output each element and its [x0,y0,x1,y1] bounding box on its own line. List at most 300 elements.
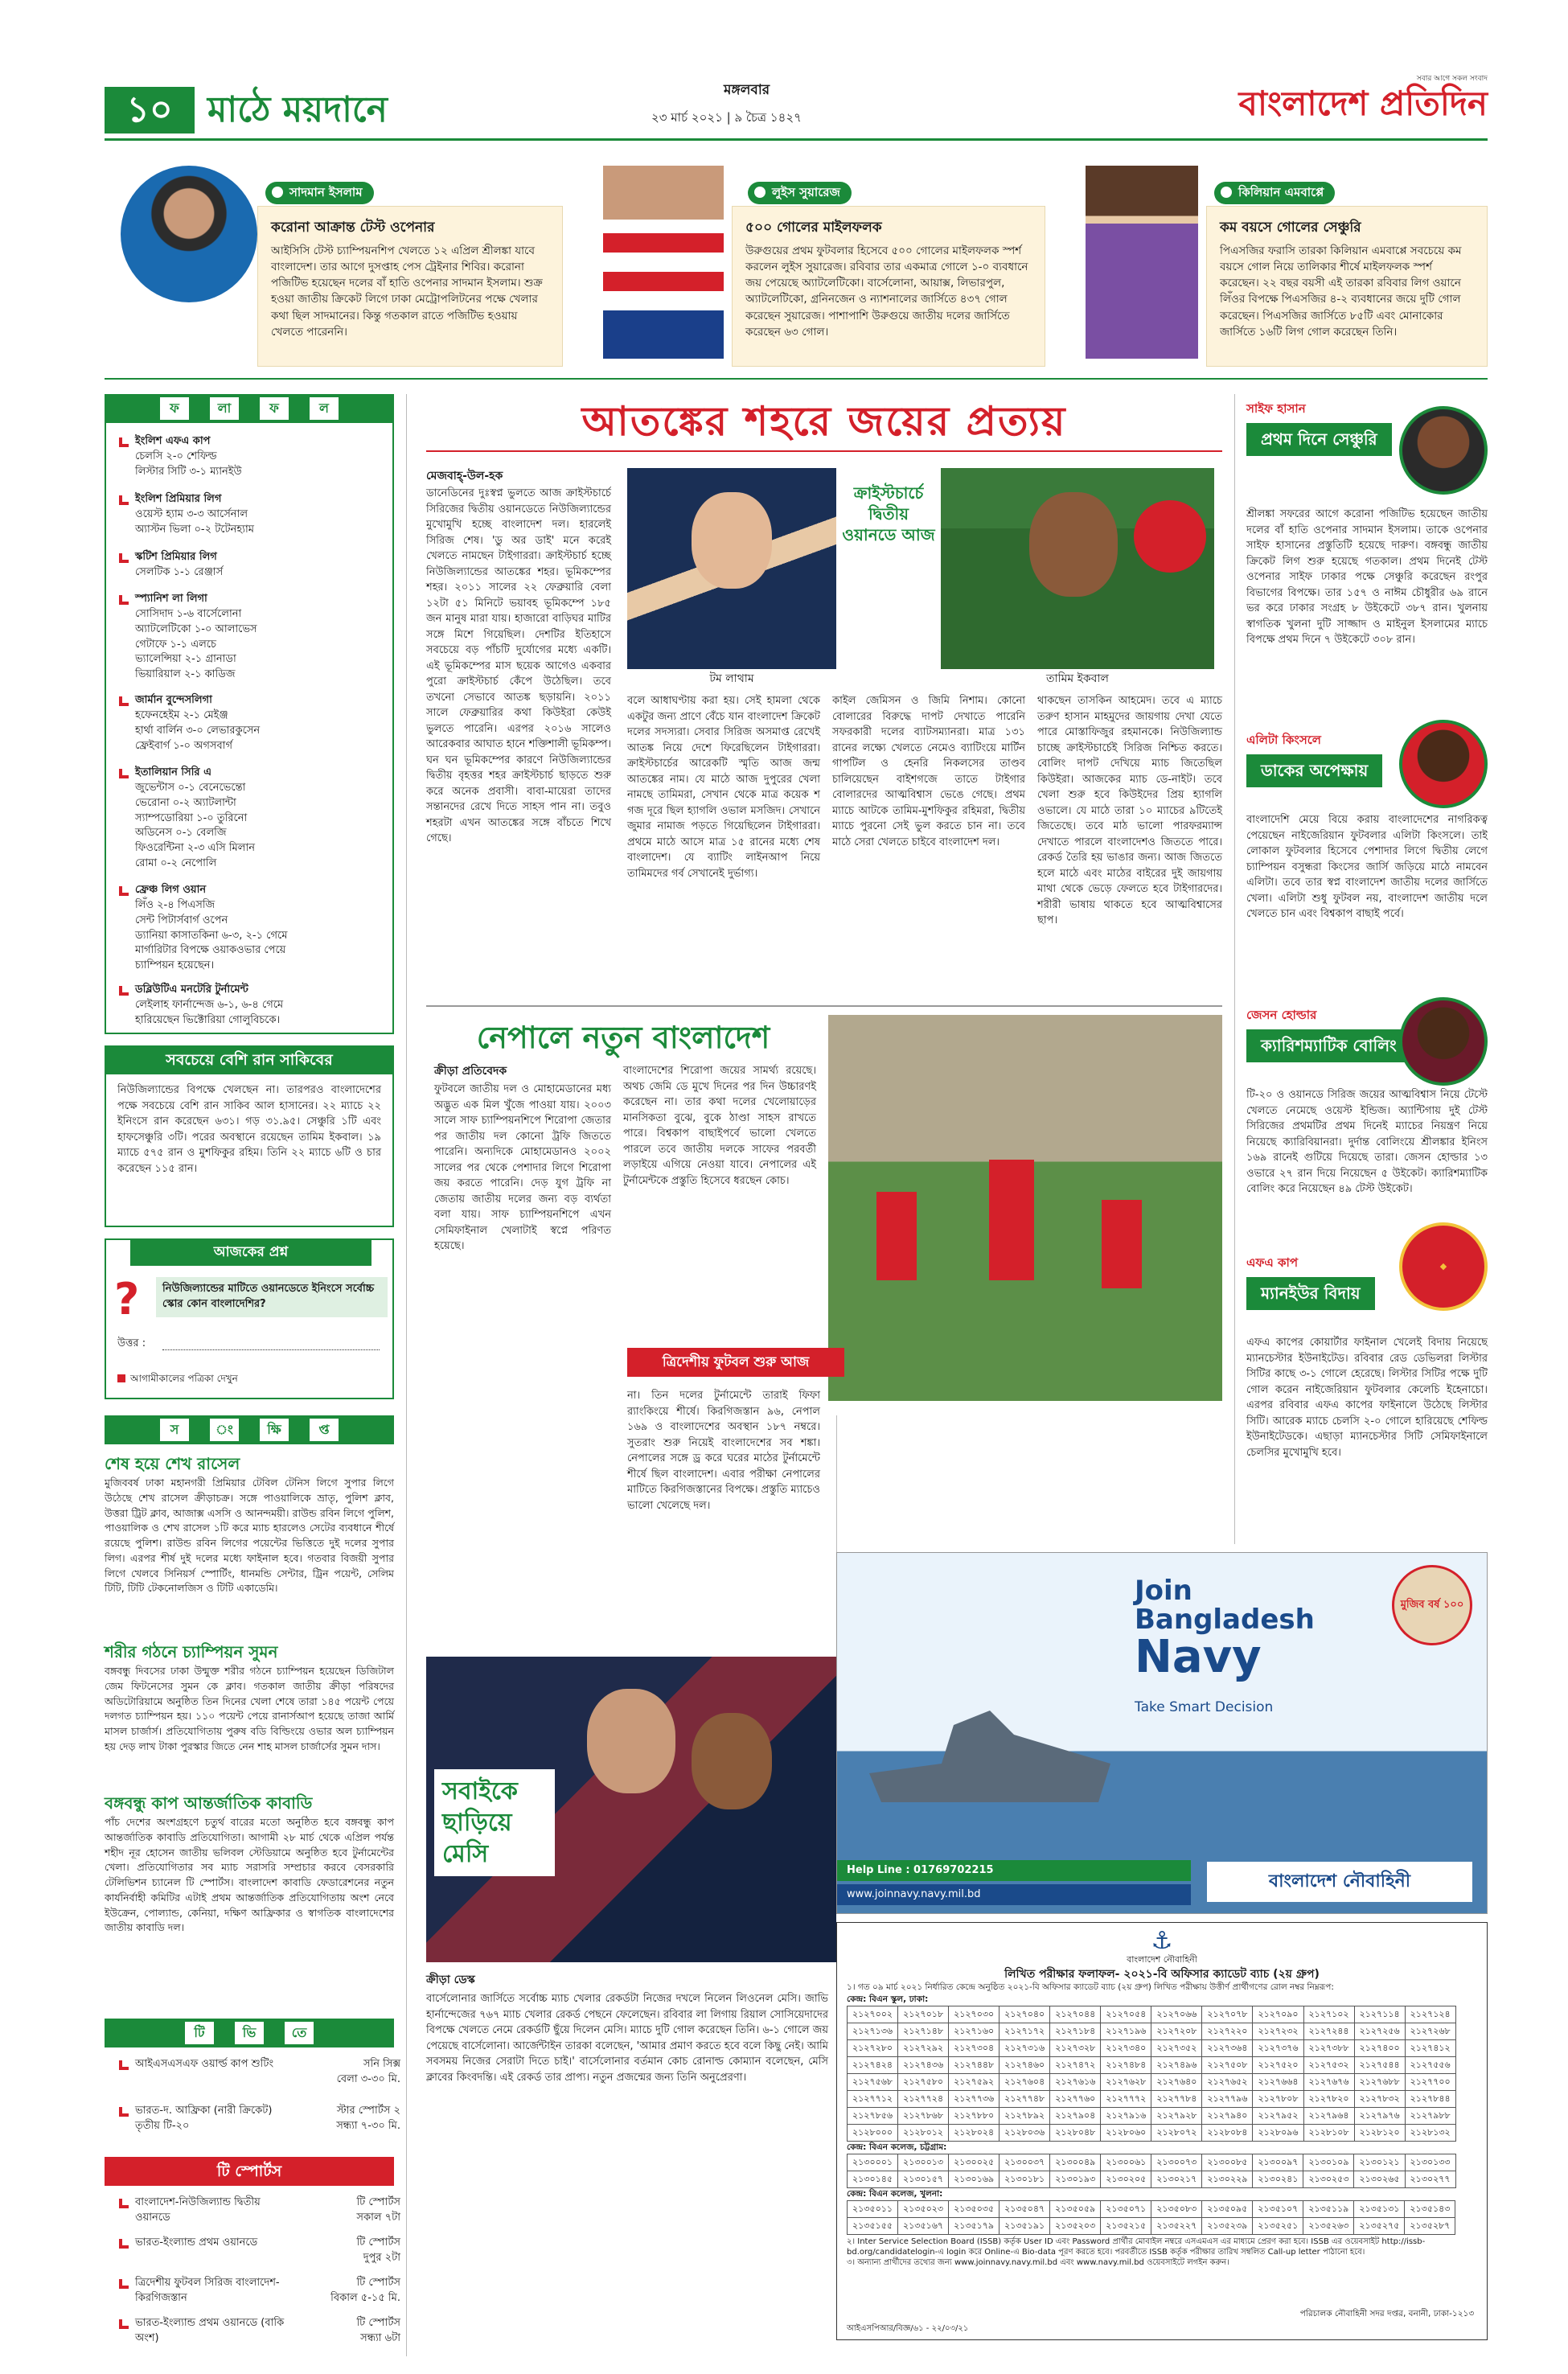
nepal-col-3: না। তিন দলের টুর্নামেন্টে তারাই ফিফা র‍্যাংকিংয়ে শীর্ষে। কিরগিজস্তান ৯৬, নেপাল ১৬৯ ও বাংলাদেশের অবস্থান ১৮৭ নম্বরে। সুতরাং শুরু নিয়েই বাংলাদেশের সব শঙ্কা। নেপালের সঙ্গে ড্র করে ঘরের মাঠের টুর্নামেন্টে শীর্ষে ছিল বাংলাদেশ। এবার পরীক্ষা নেপালের মাটিতে কিরগিজস্তানের বিপক্ষে। প্রস্তুতি ম্যাচেও ভালো খেলেছে দল। [627,1390,820,1512]
caption-tamim: তামিম ইকবাল [1046,672,1109,685]
roll-number-cell: ২১২৭৬৫২ [1202,2073,1253,2090]
face-shape [1029,492,1118,597]
roll-number-cell: ২১৩৫১০৭ [1253,2200,1303,2217]
roll-number-cell: ২১২৮১০৮ [1303,2124,1354,2141]
roll-number-cell: ২১২৮০১২ [898,2124,949,2141]
card-text: পিএসজির ফরাসি তারকা কিলিয়ান এমবাপ্পে সবচেয়ে কম বয়সে গোল নিয়ে তালিকার শীর্ষে মাইলফলক স্পর্শ করেছেন। ২২ বছর বয়সী এই তারকা রবিবার লিগ ওয়ানে লিঁওর বিপক্ষে পিএসজির ৪-২ ব্যবধানের জয়ে দুটি গোল করেছেন। পিএসজির জার্সিতে ৮৫টি এবং মোনাকোর জার্সিতে ১৬টি লিগ গোল করেছেন তিনি। [1220,244,1462,339]
table-row [848,2124,1456,2141]
roll-number-cell: ২১২৭৬১৬ [1050,2073,1101,2090]
bullet-icon [119,2060,129,2070]
roll-number-cell: ২১২৭৫৩২ [1303,2056,1354,2073]
roll-number-cell: ২১৩০০০১ [848,2154,898,2171]
nepal-photo [828,1015,1222,1401]
most-runs-text: নিউজিল্যান্ডের বিপক্ষে খেলছেন না। তারপরও বাংলাদেশের পক্ষে সবচেয়ে বেশি রান সাকিব আল হাসানের। ২২ ম্যাচে ২২ ইনিংসে রান করেছেন ৬৩১। গড় ৩১.৯৫। সেঞ্চুরি ১টি এবং হাফসেঞ্চুরি ৩টি। পরের অবস্থানে রয়েছেন তামিম ইকবাল। ১৯ ম্যাচে ৫৭৫ রান ও মুশফিকুর রহিম। তিনি ২২ ম্যাচে ৬টি ও চার করেছেন ১১৫ রান। [117,1084,381,1175]
player-photo [1399,406,1488,495]
table-row [848,2154,1456,2171]
roll-number-cell: ২১২৭৯৫২ [1253,2107,1303,2124]
card-headline: ৫০০ গোলের মাইলফলক [745,220,882,236]
result-fa-cup: ইংলিশ এফএ কাপ চেলসি ২-০ শেফিল্ড লিস্টার সিটি ৩-১ ম্যানইউ [119,434,384,480]
brief-item-2 [105,1641,394,1755]
issue-day: মঙ্গলবার [724,82,770,98]
results-box-title: ফ লা ফ ল [105,394,394,423]
column-rule [406,394,407,2356]
roll-number-cell: ২১২৭৪২৪ [848,2056,898,2073]
lead-byline: মেজবাহ্-উল-হক [426,470,503,483]
roll-number-cell: ২১২৭১৪৮ [898,2023,949,2040]
right-story-name: এফএ কাপ [1246,1255,1299,1270]
brief-headline: শেষ হয়ে শেখ রাসেল [105,1454,240,1473]
roll-number-cell: ২১৩০০৪৯ [1050,2154,1101,2171]
player-figure [1102,1200,1142,1288]
roll-number-cell: ২১২৭১১৪ [1354,2006,1405,2023]
roll-number-cell: ২১২৮১৩২ [1405,2124,1455,2141]
roll-number-cell: ২১২৭৯৭৬ [1354,2107,1405,2124]
player-name-pill: কিলিয়ান এমবাপ্পে [1214,182,1335,204]
table-row [848,2090,1456,2107]
roll-number-cell: ২১২৭৪১২ [1405,2039,1455,2056]
navy-ad-tagline: Take Smart Decision [1135,1699,1274,1715]
roll-number-cell: ২১৩০০৩৭ [999,2154,1050,2171]
nepal-col-1: ফুটবলে জাতীয় দল ও মোহামেডানের মধ্য অদ্ভুত এক মিল খুঁজে পাওয়া যায়। ২০০৩ সালে সাফ চ্যাম্পিয়নশিপে শিরোপা জেতার পর জাতীয় দল কোনো ট্রফি জিততে পারেনি। অন্যদিকে মোহামেডানও ২০০২ সালের পর থেকে পেশাদার লিগে শিরোপা জয় করতে পারেনি। দেড় যুগ ট্রফি না জেতায় জাতীয় দলের জন্য বড় ব্যর্থতা বলা যায়। সাফ চ্যাম্পিয়নশিপে এখন সেমিফাইনাল খেলাটাই স্বপ্নে পরিণত হয়েছে। [434,1083,611,1252]
roll-number-cell: ২১৩০২৪১ [1253,2171,1303,2187]
bullet-icon [119,437,129,447]
roll-number-cell: ২১২৭৫৪৪ [1354,2056,1405,2073]
table-row [848,2107,1456,2124]
result-ligue-1: ফ্রেঞ্চ লিগ ওয়ান লিঁও ২-৪ পিএসজি সেন্ট পিটার্সবার্গ ওপেন ড্যানিয়া কাসাতকিনা ৬-৩, ২-১ গেমে মার্গারিটার বিপক্ষে ওয়াকওভার পেয়ে চ্যাম্পিয়ন হয়েছেন। [119,883,384,974]
roll-number-cell: ২১২৭৪৩৬ [898,2056,949,2073]
nepal-headline: নেপালে নতুন বাংলাদেশ [476,1019,770,1055]
roll-number-cell: ২১৩৫২৮৭ [1405,2217,1455,2234]
roll-number-cell: ২১২৭৪৬০ [999,2056,1050,2073]
roll-number-cell: ২১২৭০১৮ [898,2006,949,2023]
roll-number-cell: ২১৩৫০৩৫ [949,2200,999,2217]
roll-number-cell: ২১২৭৩১৬ [999,2039,1050,2056]
roll-number-cell: ২১৩০২৭৭ [1405,2171,1455,2187]
header-divider [105,138,1488,141]
roll-number-cell: ২১৩৫০৮৩ [1151,2200,1202,2217]
warship-illustration [869,1706,1110,1802]
roll-number-cell: ২১২৭৬০৪ [999,2073,1050,2090]
roll-number-cell: ২১২৮০৬০ [1101,2124,1151,2141]
right-story-text: শ্রীলঙ্কা সফরের আগে করোনা পজিটিভ হয়েছেন জাতীয় দলের বাঁ হাতি ওপেনার সাদমান ইসলাম। তাকে ওপেনার সাইফ হাসানের প্রস্তুতিটি হয়েছে দারুণ। বঙ্গবন্ধু জাতীয় ক্রিকেট লিগ শুরু হয়েছে গতকাল। প্রথম দিনেই টেস্ট ওপেনার সাইফ ঢাকার পক্ষে সেঞ্চুরি করেছেন রংপুর বিভাগের বিপক্ষে। তার ১৫৭ ও নাঈম চৌধুরীর ৬৯ রানে ভর করে ঢাকার সংগ্রহ ৮ উইকেটে ৩৮৭ রান। খুলনায় স্বাগতিক খুলনা দুটি সাজ্জাদ ও মাইনুল ইসলামের ম্যাচে বিপক্ষে প্রথম দিনে ৭ উইকেটে ৩০৮ রান। [1246,508,1488,646]
card-mbappe [1077,158,1488,367]
card-body [1206,206,1488,367]
pill-dot-icon [1221,187,1232,198]
roll-number-cell: ২১২৭৫৬৮ [848,2073,898,2090]
roll-number-cell: ২১২৭৮৪৪ [1405,2090,1455,2107]
flag-circle [1134,500,1206,573]
question-footer: আগামীকালের পত্রিকা দেখুন [117,1372,238,1386]
player-photo [1399,720,1488,808]
lead-rule [426,450,1222,452]
roll-number-cell: ২১৩৫১৭৯ [949,2217,999,2234]
roll-number-cell: ২১৩৫১৫৫ [848,2217,898,2234]
player-figure [989,1160,1034,1280]
navy-signature: পরিচালক নৌবাহিনী সদর দপ্তর, বনানী, ঢাকা-১২১৩ [1299,2308,1475,2319]
answer-line [162,1349,380,1350]
brief-item-3 [105,1792,394,1936]
lead-col-4: থাকছেন তাসকিন আহমেদ। তবে এ ম্যাচে তরুণ হাসান মাহমুদের জায়গায় দেখা যেতে পারে মোস্তাফিজুর রহমানকে। নিউজিল্যান্ড চাচ্ছে ক্রাইস্টচার্চেই সিরিজ নিশ্চিত করতে। বোলিং দাপট দেখিয়ে ম্যাচ জিতেছিল কিউইরা। আজকের ম্যাচ ডে-নাইট। তবে খেলা শুরু হবে কিউইদের প্রিয় হ্যাগলি ওভালে। যে মাঠে তারা ১০ ম্যাচের ৯টিতেই জিতেছে। তবে মাঠ ভালো পারফরম্যান্স দেখাতে পারলে বাংলাদেশও জিততে পারে। রেকর্ড তৈরি হয় ভাঙার জন্য। আজ জিততে হলে মাঠে এবং মাঠের বাইরের দুই জায়গায় মাথা থেকে ভেড়ে ফেলতে হবে টাইগারদের। শরীরী ভাষায় থাকতে হবে আত্মবিশ্বাসের ছাপ। [1037,695,1222,926]
right-story-title: ক্যারিশম্যাটিক বোলিং [1246,1029,1411,1062]
roll-number-cell: ২১২৭২২০ [1202,2023,1253,2040]
table-row [848,2056,1456,2073]
cards-divider [105,378,1488,380]
player-name-pill: লুইস সুয়ারেজ [748,182,852,204]
roll-number-cell: ২১২৭৫৫৬ [1405,2056,1455,2073]
table-row [848,2023,1456,2040]
roll-number-cell: ২১২৭৯৪০ [1202,2107,1253,2124]
lead-col-2: বলে আধাঘণ্টায় করা হয়। সেই হামলা থেকে একটুর জন্য প্রাণে বেঁচে যান বাংলাদেশ ক্রিকেট দলের সদস্যরা। সেবার সিরিজ অসমাপ্ত রেখেই আতঙ্ক নিয়ে দেশে ফিরেছিলেন টাইগাররা। ক্রাইস্টচার্চের আরেকটি স্মৃতি আজ জন্ম আতঙ্কের নাম। যে মাঠে আজ দুপুরের খেলা নামছে তামিমরা, সেখান থেকে মাত্র কয়েক শ গজ দূরে ছিল হ্যাগলি ওভাল মসজিদ। সেখানে জুমার নামাজ পড়তে গিয়েছিলেন টাইগাররা। প্রথমে মাঠে আসে মাত্র ১৫ রানের মধ্যে শেষ বাংলাদেশ। যে ব্যাটিং লাইনআপ নিয়ে তামিমদের গর্ব সেখানেই দুর্ভাগ্য। [627,695,820,880]
brief-text: মুজিববর্ষ ঢাকা মহানগরী প্রিমিয়ার টেবিল টেনিস লিগে সুপার লিগে উঠেছে শেখ রাসেল ক্রীড়াচক্র। সঙ্গে পাওয়ালিকে ভ্রাতৃ, পুলিশ ক্লাব, উত্তরা ট্রিট ক্লাব, আজাক্স এসসি ও আনন্দময়ী। রাউন্ড রবিন লিগে পুলিশ, পাওয়ালিক ও শেখ রাসেল ১টি করে ম্যাচ হারলেও সেটের ব্যবধানে শীর্ষে রয়েছে পুলিশ। রাউন্ড রবিন লিগের পয়েন্টের ভিত্তিতে দুই দলের সুপার লিগ। এরপর শীর্ষ দুই দলের মধ্যে ফাইনাল হবে। গতবার বিজয়ী সুপার লিগে খেলবে সিনিয়র্স স্পোর্টিং, ধানমন্ডি সেন্টার, ট্রিন পয়েন্ট, সেলিম টিটি, টিটি টেকনোলজিস ও টিটি একাডেমি। [105,1477,394,1595]
column-rule [1234,394,1235,1544]
roll-number-cell: ২১৩৫১৪৩ [1405,2200,1455,2217]
roll-number-cell: ২১২৮০৪৮ [1050,2124,1101,2141]
roll-number-cell: ২১২৭১২৪ [1405,2006,1455,2023]
center-label: কেন্দ্র: বিএন কলেজ, খুলনা: [847,2188,943,2199]
roll-number-cell: ২১৩০০৭৩ [1151,2154,1202,2171]
roll-number-cell: ২১২৭৯৬৪ [1303,2107,1354,2124]
nepal-photo-caption: ত্রিদেশীয় ফুটবল শুরু আজ [627,1348,844,1377]
player-photo [121,166,257,302]
card-text: আইসিসি টেস্ট চ্যাম্পিয়নশিপ খেলতে ১২ এপ্রিল শ্রীলঙ্কা যাবে বাংলাদেশ। তার আগে দুসপ্তাহ পেস ট্রেইনার শিবির। করোনা পজিটিভ হয়েছেন দলের বাঁ হাতি ওপেনার সাদমান ইসলাম। শুক্র হওয়া জাতীয় ক্রিকেট লিগে ঢাকা মেট্রোপলিটনের পক্ষে খেলার কথা ছিল সাদমানের। কিন্তু গতকাল রাতে পজিটিভ হওয়ায় খেলতে পারেননি। [271,244,543,339]
section-rule [426,1005,1222,1007]
navy-emblem-icon: ⚓ [1151,1927,1173,1955]
right-story-text: টি-২০ ও ওয়ানডে সিরিজ জয়ের আত্মবিশ্বাস নিয়ে টেস্টে খেলতে নেমেছে ওয়েস্ট ইন্ডিজ। অ্যান্টিগায় দুই টেস্ট সিরিজের প্রথমটির প্রথম দিনেই ম্যাচের নিয়ন্ত্রণ নিয়ে নিয়েছে ক্যারিবিয়ানরা। দুর্দান্ত বোলিংয়ে শ্রীলঙ্কার ইনিংস ১৬৯ রানেই গুটিয়ে দিয়েছে তারা। জেসন হোল্ডার ১৩ ওভারে ২৭ রান দিয়ে নিয়েছেন ৫ উইকেট। ক্যারিশম্যাটিক বোলিং করে নিয়েছেন ৪৯ টেস্ট উইকেট। [1246,1089,1488,1195]
roll-number-cell: ২১৩৫০২৩ [898,2200,949,2217]
bullet-icon [119,986,129,996]
brief-box-title: স ং ক্ষি প্ত [105,1415,394,1444]
roll-number-cell: ২১২৭৩৪০ [1101,2039,1151,2056]
messi-body: বার্সেলোনার জার্সিতে সর্বোচ্চ ম্যাচ খেলার রেকর্ডটা নিজের দখলে নিলেন লিওনেল মেসি। জাভি হার্নান্দেজের ৭৬৭ ম্যাচ খেলার রেকর্ড পেছনে ফেলেছেন। রবিবার লা লিগায় রিয়াল সোসিয়েদাদের বিপক্ষে খেলতে নেমে রেকর্ডটি ছুঁয়ে দিলেন মেসি। ম্যাচে দুটি গোল করেছেন তিনি। ৬-১ গোলে জয় পেয়েছে বার্সেলোনা। আর্জেন্টাইন তারকা বলেছেন, 'আমার প্রমাণ করতে হবে বলে কিছু নেই। আমি সবসময় নিজের সেরাটা দিতে চাই।' বার্সেলোনার বর্তমান কোচ রোনাল্ড কোম্যান বলেছেন, মেসি ক্লাবের কিংবদন্তি। এই রেকর্ড তার প্রাপ্য। নতুন প্রজন্মের জন্য তিনি অনুপ্রেরণা। [426,1993,828,2084]
roll-number-cell: ২১২৮০০০ [848,2124,898,2141]
result-table-dhaka [847,2006,1456,2142]
roll-number-cell: ২১২৭৮৩২ [1354,2090,1405,2107]
roll-number-cell: ২১২৭৭০০ [1405,2073,1455,2090]
lead-badge: ক্রাইস্টচার্চে দ্বিতীয় ওয়ানডে আজ [842,483,935,544]
player-photo [1086,166,1198,359]
roll-number-cell: ২১২৭২০৮ [1151,2023,1202,2040]
roll-number-cell: ২১৩৫০১১ [848,2200,898,2217]
roll-number-cell: ২১২৭৭৬০ [1050,2090,1101,2107]
tv-listing: আইএসএসএফ ওয়ার্ল্ড কাপ শুটিং সনি সিক্স বেলা ৩-৩০ মি. [119,2057,384,2072]
tsports-title: টি স্পোর্টস [105,2157,394,2186]
roll-number-cell: ২১২৭৫০৮ [1202,2056,1253,2073]
lead-headline: আতঙ্কের শহরে জয়ের প্রত্যয় [581,397,1067,445]
bullet-icon [119,553,129,563]
question-box [105,1238,394,1399]
right-story-name: জেসন হোল্ডার [1246,1008,1317,1022]
roll-number-cell: ২১২৭৫২০ [1253,2056,1303,2073]
roll-number-cell: ২১৩৫১৯১ [999,2217,1050,2234]
table-row [848,2171,1456,2187]
bullet-icon [119,769,129,778]
navy-website: www.joinnavy.navy.mil.bd [837,1884,1191,1905]
roll-number-cell: ২১২৮০৯৬ [1253,2124,1303,2141]
right-story-name: সাইফ হাসান [1246,401,1306,416]
bullet-icon [119,696,129,706]
roll-number-cell: ২১২৮০৮৪ [1202,2124,1253,2141]
messi-headline: সবাইকে ছাড়িয়ে মেসি [434,1769,555,1876]
card-sadman [105,158,563,367]
pill-dot-icon [272,187,283,198]
roll-number-cell: ২১২৭৭৮৪ [1151,2090,1202,2107]
face-shape [692,1713,772,1809]
right-story-title: ম্যানইউর বিদায় [1246,1277,1375,1310]
roll-number-cell: ২১৩০০১৩ [898,2154,949,2171]
face-shape [587,1689,675,1793]
caption-latham: টম লাথাম [709,672,754,685]
roll-number-cell: ২১৩৫২২৭ [1151,2217,1202,2234]
roll-number-cell: ২১৩৫০৪৭ [999,2200,1050,2217]
lead-col-3: কাইল জেমিসন ও জিমি নিশাম। কোনো বোলারের বিরুদ্ধে দাপট দেখাতে পারেনি সফরকারী দলের ব্যাটসম্যানরা। মাত্র ১৩১ রানের লক্ষ্যে খেলতে নেমেও ব্যাটিংয়ে মার্টিন গাপটিল ও হেনরি নিকলসের তাণ্ডব চালিয়েছেন বাইশগজে তাতে টাইগার বোলারদের আত্মবিশ্বাস ভেঙে গেছে। প্রথম ম্যাচে আটকে তামিম-মুশফিকুর রহিমরা, দ্বিতীয় ম্যাচে পুরনো সেই ভুল করতে চান না। তবে মাঠে সেরা খেলতে চাইবে বাংলাদেশ দল। [832,695,1025,848]
lead-col-1: ডানেডিনের দুঃস্বপ্ন ভুলতে আজ ক্রাইস্টচার্চে সিরিজের দ্বিতীয় ওয়ানডেতে নিউজিল্যান্ডের মুখোমুখি হচ্ছে বাংলাদেশ দল। হারলেই সিরিজ শেষ। 'ডু অর ডাই' মনে করেই খেলতে নামছেন টাইগাররা। ক্রাইস্টচার্চ হচ্ছে নিউজিল্যান্ডের আতঙ্কের শহর। ভূমিকম্পের শহর। ২০১১ সালের ২২ ফেব্রুয়ারি বেলা ১২টা ৫১ মিনিটে ভয়াবহ ভূমিকম্পে ১৮৫ জন মানুষ মারা যায়। হাজারো বাড়িঘর মাটির সঙ্গে মিশে গিয়েছিল। দেশটির ইতিহাসে সবচেয়ে বড় পাঁচটি দুর্যোগের মধ্যে একটি। এই ভূমিকম্পের মাস ছয়েক আগেও একবার পুরো ক্রাইস্টচার্চ কেঁপে উঠেছিল। তবে তখনো সেভাবে আতঙ্ক ছড়ায়নি। ২০১১ সালে ফেব্রুয়ারির কথা কিউইরা কেউই ভুলতে পারেনি। এরপর ২০১৬ সালেও আরেকবার আঘাত হানে শক্তিশালী ভূমিকম্প। ঘন ঘন ভূমিকম্পের কারণে নিউজিল্যান্ডের দ্বিতীয় বৃহত্তর শহর ক্রাইস্টচার্চ ছাড়তে শুরু করে অনেক প্রবাসী। বাবা-মায়েরা তাদের সন্তানদের রেখে দিতে সাহস পান না। তবুও শহরটা এখন আতঙ্কের সঙ্গে বাঁচতে শিখে গেছে। [426,487,611,844]
roll-number-cell: ২১২৮০২৪ [949,2124,999,2141]
roll-number-cell: ২১২৭০৬৬ [1151,2006,1202,2023]
roll-number-cell: ২১৩০২২৯ [1202,2171,1253,2187]
roll-number-cell: ২১২৭৫৯২ [949,2073,999,2090]
right-story-title: ডাকের অপেক্ষায় [1246,754,1382,787]
roll-number-cell: ২১৩০২০৫ [1101,2171,1151,2187]
roll-number-cell: ২১২৭৭১২ [848,2090,898,2107]
issue-date: ২৩ মার্চ ২০২১ | ৯ চৈত্র ১৪২৭ [651,110,802,125]
roll-number-cell: ২১২৭৭৪৮ [999,2090,1050,2107]
roll-number-cell: ২১২৭৬২৮ [1101,2073,1151,2090]
roll-number-cell: ২১৩৫০৫৯ [1050,2200,1101,2217]
bullet-icon [119,2107,129,2117]
roll-number-cell: ২১৩০০৬১ [1101,2154,1151,2171]
roll-number-cell: ২১৩০১৩৩ [1405,2154,1455,2171]
roll-number-cell: ২১২৭২৩২ [1253,2023,1303,2040]
roll-number-cell: ২১২৭৬৭৬ [1303,2073,1354,2090]
roll-number-cell: ২১২৮১২০ [1354,2124,1405,2141]
result-premier-league: ইংলিশ প্রিমিয়ার লিগ ওয়েস্ট হ্যাম ৩-৩ আর্সেনাল অ্যাস্টন ভিলা ০-২ টটেনহ্যাম [119,492,384,538]
roll-number-cell: ২১২৭৫৮০ [898,2073,949,2090]
roll-number-cell: ২১৩০১৫৭ [898,2171,949,2187]
roll-number-cell: ২১২৭৯২৮ [1151,2107,1202,2124]
roll-number-cell: ২১২৭৯৮৮ [1405,2107,1455,2124]
roll-number-cell: ২১২৭০০২ [848,2006,898,2023]
roll-number-cell: ২১২৭৬৮৮ [1354,2073,1405,2090]
center-label: কেন্দ্র: বিএন স্কুল, ঢাকা: [847,1994,929,2004]
bullet-icon [119,595,129,605]
roll-number-cell: ২১৩০০৮৫ [1202,2154,1253,2171]
roll-number-cell: ২১২৭৪৭২ [1050,2056,1101,2073]
brief-text: পাঁচ দেশের অংশগ্রহণে চতুর্থ বারের মতো অনুষ্ঠিত হবে বঙ্গবন্ধু কাপ আন্তর্জাতিক কাবাডি প্রতিযোগিতা। আগামী ২৮ মার্চ থেকে এপ্রিল পর্যন্ত শহীদ নূর হোসেন জাতীয় ভলিবল স্টেডিয়ামে অনুষ্ঠিত হবে টুর্নামেন্টের খেলা। প্রতিযোগিতার সব ম্যাচ সরাসরি সম্প্রচার করবে বেসরকারি টেলিভিশন চ্যানেল টি স্পোর্টস। বাংলাদেশ কাবাডি ফেডারেশনের নতুন কার্যনির্বাহী কমিটির এটাই প্রথম আন্তর্জাতিক প্রতিযোগিতায় অংশ নেবে ইউক্রেন, পোল্যান্ড, কেনিয়া, দক্ষিণ আফ্রিকার ও স্বাগতিক বাংলাদেশের জাতীয় কাবাডি দল। [105,1816,394,1934]
card-text: উরুগুয়ের প্রথম ফুটবলার হিসেবে ৫০০ গোলের মাইলফলক স্পর্শ করলেন লুইস সুয়ারেজ। রবিবার তার একমাত্র গোলে ১-০ ব্যবধানে জয় পেয়েছে অ্যাটলেটিকো। বার্সেলোনা, আয়াক্স, লিভারপুল, অ্যাটলেটিকো, গ্রনিনজেন ও ন্যাশনালের জার্সিতে ৪৩৭ গোল করেছেন সুয়ারেজ। পাশাপাশি উরুগুয়ে জাতীয় দলের জার্সিতে করেছেন ৬৩ গোল। [745,244,1028,339]
brief-headline: বঙ্গবন্ধু কাপ আন্তর্জাতিক কাবাডি [105,1793,313,1813]
masthead-logo: বাংলাদেশ প্রতিদিন [1238,84,1488,124]
navy-note-3: ৩। অন্যান্য প্রার্থীদের তথ্যের জন্য www.joinnavy.navy.mil.bd এবং www.navy.mil.bd ওয়েবসাইটে লগইন করুন। [847,2257,1229,2267]
roll-number-cell: ২১২৭৮০৮ [1253,2090,1303,2107]
table-row [848,2217,1455,2234]
player-figure [876,1192,917,1280]
navy-result-intro: ১। গত ০৯ মার্চ ২০২১ নির্ধারিত কেন্দ্রে অনুষ্ঠিত ২০২১-বি অফিসার ক্যাডেট ব্যাচ (২য় গ্রুপ) লিখিত পরীক্ষায় উত্তীর্ণ প্রার্থীগণের রোল নম্বর নিম্নরূপ: [847,1982,1334,1993]
roll-number-cell: ২১৩০২৫৩ [1303,2171,1354,2187]
table-row [848,2073,1456,2090]
roll-number-cell: ২১২৭১০২ [1303,2006,1354,2023]
roll-number-cell: ২১২৭০৭৮ [1202,2006,1253,2023]
card-headline: করোনা আক্রান্ত টেস্ট ওপেনার [271,220,435,236]
roll-number-cell: ২১২৭৭৯৬ [1202,2090,1253,2107]
tsports-listing: ত্রিদেশীয় ফুটবল সিরিজ বাংলাদেশ-কিরগিজস্তান টি স্পোর্টস বিকাল ৫-১৫ মি. [119,2276,384,2306]
bullet-icon [119,2199,129,2208]
roll-number-cell: ২১৩৫০৯৫ [1202,2200,1253,2217]
roll-number-cell: ২১২৭১৮৪ [1050,2023,1101,2040]
right-story-text: এফএ কাপের কোয়ার্টার ফাইনাল খেলেই বিদায় নিয়েছে ম্যানচেস্টার ইউনাইটেড। রবিবার রেড ডেভিলরা লিস্টার সিটির কাছে ৩-১ গোলে হেরেছে। লিস্টার সিটির পক্ষে দুটি গোল করেন নাইজেরিয়ান ফুটবলার কেলেচি ইহেনাচো। এরপর রবিবার এফএ কাপের ফাইনালে উঠেছে লিস্টার সিটি। আরেক ম্যাচে চেলসি ২-০ গোলে হারিয়েছে শেফিল্ড ইউনাইটেডকে। এছাড়া ম্যানচেস্টার সিটি সেমিফাইনালে চেলসির মুখোমুখি হবে। [1246,1337,1488,1459]
roll-number-cell: ২১৩৫২১৫ [1101,2217,1151,2234]
roll-number-cell: ২১৩০০২৫ [949,2154,999,2171]
roll-number-cell: ২১২৭১৯৬ [1101,2023,1151,2040]
right-story-text: বাংলাদেশি মেয়ে বিয়ে করায় বাংলাদেশের নাগরিকত্ব পেয়েছেন নাইজেরিয়ান ফুটবলার এলিটা কিংসলে। তাই লোকাল ফুটবলার হিসেবে পেশাদার লিগে দ্বিতীয় লেগে চ্যাম্পিয়ন বসুন্ধরা কিংসের জার্সি জড়িয়ে মাঠে নামবেন এলিটা। তবে তার স্বপ্ন বাংলাদেশ জাতীয় দলের জার্সিতে খেলা। এলিটা শুধু ফুটবল নয়, বাংলাদেশ জাতীয় দলে খেলতে চান এবং বিশ্বকাপ বাছাই পর্বে। [1246,814,1488,920]
roll-number-cell: ২১২৭২৯২ [898,2039,949,2056]
pill-dot-icon [754,187,766,198]
roll-number-cell: ২১২৮০৩৬ [999,2124,1050,2141]
roll-number-cell: ২১৩৫২৬৩ [1303,2217,1354,2234]
table-row [848,2039,1456,2056]
roll-number-cell: ২১২৮০৭২ [1151,2124,1202,2141]
roll-number-cell: ২১৩০১৯৩ [1050,2171,1101,2187]
player-name-pill: সাদমান ইসলাম [265,182,374,204]
result-table-khulna [847,2200,1455,2235]
roll-number-cell: ২১২৭১৬০ [949,2023,999,2040]
roll-number-cell: ২১২৭৩৭৬ [1253,2039,1303,2056]
section-title: মাঠে ময়দানে [207,89,388,130]
tsports-listing: ভারত-ইংল্যান্ড প্রথম ওয়ানডে (বাকি অংশ) টি স্পোর্টস সন্ধ্যা ৬টা [119,2316,384,2347]
card-headline: কম বয়সে গোলের সেঞ্চুরি [1220,220,1361,236]
masthead-tagline: সবার আগে সকল সংবাদ [1416,75,1488,83]
roll-number-cell: ২১৩০১৪৫ [848,2171,898,2187]
navy-advertisement [836,1552,1488,1914]
roll-number-cell: ২১২৭০৩০ [949,2006,999,2023]
face-shape [692,492,772,589]
tsports-listing: ভারত-ইংল্যান্ড প্রথম ওয়ানডে টি স্পোর্টস দুপুর ২টা [119,2236,384,2251]
newspaper-masthead [1206,74,1488,123]
roll-number-cell: ২১৩৫১৬৭ [898,2217,949,2234]
roll-number-cell: ২১২৭৪৮৪ [1101,2056,1151,2073]
roll-number-cell: ২১২৭৮৮০ [949,2107,999,2124]
card-suarez [595,158,1045,367]
most-runs-title: সবচেয়ে বেশি রান সাকিবের [105,1045,394,1074]
roll-number-cell: ২১২৭৩২৮ [1050,2039,1101,2056]
table-row [848,2006,1456,2023]
bullet-icon [117,1374,125,1382]
brief-text: বঙ্গবন্ধু দিবসের ঢাকা উন্মুক্ত শরীর গঠনে চ্যাম্পিয়ন হয়েছেন ডিজিটাল জেম ফিটনেসের সুমন কে ক্লাব। গতকাল জাতীয় ক্রীড়া পরিষদের অডিটোরিয়ামে অনুষ্ঠিত তিন দিনের খেলা শেষে তারা ১৪৫ পয়েন্ট পেয়ে দলগত চ্যাম্পিয়ন হয়। ১১০ পয়েন্ট পেয়ে রানার্সআপ হয়েছে তাজা আর্মি মাসল চার্জার্স। প্রতিযোগিতায় পুরুষ বডি বিল্ডিংয়ে ওভার অল চ্যাম্পিয়ন হয় দেড় লাখ টাকা পুরস্কার জিতে নেন শাহ মাসল চার্জার্সের সুমন দাস। [105,1665,394,1752]
roll-number-cell: ২১২৭৮৫৬ [848,2107,898,2124]
roll-number-cell: ২১২৭৪৯৬ [1151,2056,1202,2073]
roll-number-cell: ২১২৭০৯০ [1253,2006,1303,2023]
result-serie-a: ইতালিয়ান সিরি এ জুভেন্টাস ০-১ বেনেভেন্তো ভেরোনা ০-২ অ্যাটলান্টা স্যাম্পডোরিয়া ১-০ তুরিনো অডিনেস ০-১ বেলজি ফিওরেন্টিনা ২-৩ এসি মিলান রোমা ০-২ নেপোলি [119,766,384,872]
roll-number-cell: ২১২৭২৫৬ [1354,2023,1405,2040]
roll-number-cell: ২১২৭৪৪৮ [949,2056,999,2073]
roll-number-cell: ২১২৭৯১৬ [1101,2107,1151,2124]
roll-number-cell: ২১৩৫২৭৫ [1354,2217,1405,2234]
navy-result-title: লিখিত পরীক্ষার ফলাফল- ২০২১-বি অফিসার ক্যাডেট ব্যাচ (২য় গ্রুপ) [1004,1967,1320,1981]
roll-number-cell: ২১৩০১২১ [1354,2154,1405,2171]
bullet-icon [119,2279,129,2289]
roll-number-cell: ২১৩৫১৩১ [1354,2200,1405,2217]
navy-ad-headline: Join Bangladesh Navy [1135,1575,1315,1684]
roll-number-cell: ২১৩৫০৭১ [1101,2200,1151,2217]
roll-number-cell: ২১২৭৮৯২ [999,2107,1050,2124]
roll-number-cell: ২১২৭৩৮৮ [1303,2039,1354,2056]
navy-note-2: ২। Inter Service Selection Board (ISSB) কর্তৃক User ID এবং Password প্রার্থীর মোবাইল নম্বরে এসএমএস এর মাধ্যমে প্রেরণ করা হবে। ISSB এর ওয়েবসাইট http://issb-bd.org/candidatelogin-এ login করে Online-এ Bio-data পূরণ করতে হবে। পরবর্তীতে ISSB কর্তৃক পরীক্ষার তারিখ সম্বলিত Call-up letter পাঠানো হবে। [847,2236,1426,2257]
tsports-listing: বাংলাদেশ-নিউজিল্যান্ড দ্বিতীয় ওয়ানডে টি স্পোর্টস সকাল ৭টা [119,2195,384,2226]
roll-number-cell: ২১২৭৩৫২ [1151,2039,1202,2056]
roll-number-cell: ২১২৭৭৩৬ [949,2090,999,2107]
roll-number-cell: ২১২৭২৮০ [848,2039,898,2056]
roll-number-cell: ২১২৭৬৪০ [1151,2073,1202,2090]
result-table-chattogram [847,2154,1456,2188]
roll-number-cell: ২১৩৫২৩৯ [1202,2217,1253,2234]
card-body [257,206,563,367]
navy-ref: আইএসপিআর/বিজ্ঞ/৬১ - ২২/০৩/২১ [847,2323,969,2333]
center-label: কেন্দ্র: বিএন কলেজ, চট্টগ্রাম: [847,2142,947,2152]
result-scottish: স্কটিশ প্রিমিয়ার লিগ সেলটিক ১-১ রেঞ্জার্স [119,550,384,581]
roll-number-cell: ২১৩০১০৯ [1303,2154,1354,2171]
right-story-title: প্রথম দিনে সেঞ্চুরি [1246,423,1392,456]
roll-number-cell: ২১৩০১৮১ [999,2171,1050,2187]
man-utd-crest-icon: ◆ [1399,1222,1488,1311]
roll-number-cell: ২১৩০১৬৯ [949,2171,999,2187]
bullet-icon [119,2239,129,2249]
result-la-liga: স্প্যানিশ লা লিগা সোসিদাদ ১-৬ বার্সেলোনা অ্যাটলেটিকো ১-০ আলাভেস গেটাফে ১-১ এলচে ভ্যালেন্সিয়া ২-১ গ্রানাডা ভিয়ারিয়াল ২-১ কাডিজ [119,592,384,683]
tv-box-title: টি ভি তে [105,2019,394,2047]
bullet-icon [119,886,129,896]
bullet-icon [119,2319,129,2329]
roll-number-cell: ২১২৭০৪৪ [1050,2006,1101,2023]
roll-number-cell: ২১২৭২৬৮ [1405,2023,1455,2040]
nepal-col-2: বাংলাদেশের শিরোপা জয়ের সামর্থ্য রয়েছে। অথচ জেমি ডে মুখে দিনের পর দিন উচ্চারণই করেছেন না। তার কথা দলের খেলোয়াড়ের মানসিকতা বুঝে, বুকে ঠাণ্ডা সাহস রাখতে পারে। বিশ্বকাপ বাছাইপর্বে ভালো খেলতে পারলে তবে জাতীয় দলকে সাফের পরবর্তী লড়াইয়ে এগিয়ে নেওয়া যাবে। নেপালের এই টুর্নামেন্টকে প্রস্তুতি হিসেবে ধরছেন কোচ। [623,1065,816,1187]
roll-number-cell: ২১২৭১৭২ [999,2023,1050,2040]
messi-byline: ক্রীড়া ডেস্ক [426,1974,475,1986]
player-photo [1399,997,1488,1086]
navy-helpline: Help Line : 01769702215 [837,1860,1191,1881]
roll-number-cell: ২১২৭৮২০ [1303,2090,1354,2107]
lead-photo-latham [627,468,836,669]
roll-number-cell: ২১২৭১৩৬ [848,2023,898,2040]
bullet-icon [119,495,129,505]
roll-number-cell: ২১২৭৩০৪ [949,2039,999,2056]
question-text: নিউজিল্যান্ডের মাটিতে ওয়ানডেতে ইনিংসে সর্বোচ্চ স্কোর কোন বাংলাদেশির? [156,1277,388,1317]
right-story-name: এলিটা কিংসলে [1246,733,1321,747]
roll-number-cell: ২১৩০২৬৫ [1354,2171,1405,2187]
card-body [732,206,1045,367]
roll-number-cell: ২১৩০২১৭ [1151,2171,1202,2187]
question-title: আজকের প্রশ্ন [130,1238,371,1266]
answer-label: উত্তর : [117,1337,146,1349]
lead-photo-tamim [941,468,1214,669]
navy-name: বাংলাদেশ নৌবাহিনী [1207,1862,1472,1902]
most-runs-box [105,1074,394,1227]
roll-number-cell: ২১৩৫২৫১ [1253,2217,1303,2234]
navy-result-notice [836,1922,1488,2340]
roll-number-cell: ২১২৭৬৬৪ [1253,2073,1303,2090]
result-wta: ডব্লিউটিএ মনটেরি টুর্নামেন্ট লেইলাহ ফার্নান্দেজ ৬-১, ৬-৪ গেমে হারিয়েছেন ভিক্টোরিয়া গোলুবিচকে। [119,983,384,1029]
mujib-year-badge: মুজিব বর্ষ ১০০ [1392,1565,1472,1645]
roll-number-cell: ২১২৭৪০০ [1354,2039,1405,2056]
roll-number-cell: ২১২৭০৫৪ [1101,2006,1151,2023]
tv-listing: ভারত-দ. আফ্রিকা (নারী ক্রিকেট) তৃতীয় টি-২০ স্টার স্পোর্টস ২ সন্ধ্যা ৭-৩০ মি. [119,2104,384,2134]
roll-number-cell: ২১২৭০৪০ [999,2006,1050,2023]
roll-number-cell: ২১৩৫২০৩ [1050,2217,1101,2234]
roll-number-cell: ২১২৭২৪৪ [1303,2023,1354,2040]
roll-number-cell: ২১২৭৯০৪ [1050,2107,1101,2124]
brief-headline: শরীর গঠনে চ্যাম্পিয়ন সুমন [105,1642,278,1661]
question-mark-icon: ? [114,1274,140,1325]
table-row [848,2200,1455,2217]
result-bundesliga: জার্মান বুন্দেসলিগা হফেনহেইম ২-১ মেইঞ্জ হার্থা বার্লিন ৩-০ লেভারকুসেন ফ্রেইবার্গ ১-০ অগসবার্গ [119,693,384,754]
page-number: ১০ [105,87,195,133]
